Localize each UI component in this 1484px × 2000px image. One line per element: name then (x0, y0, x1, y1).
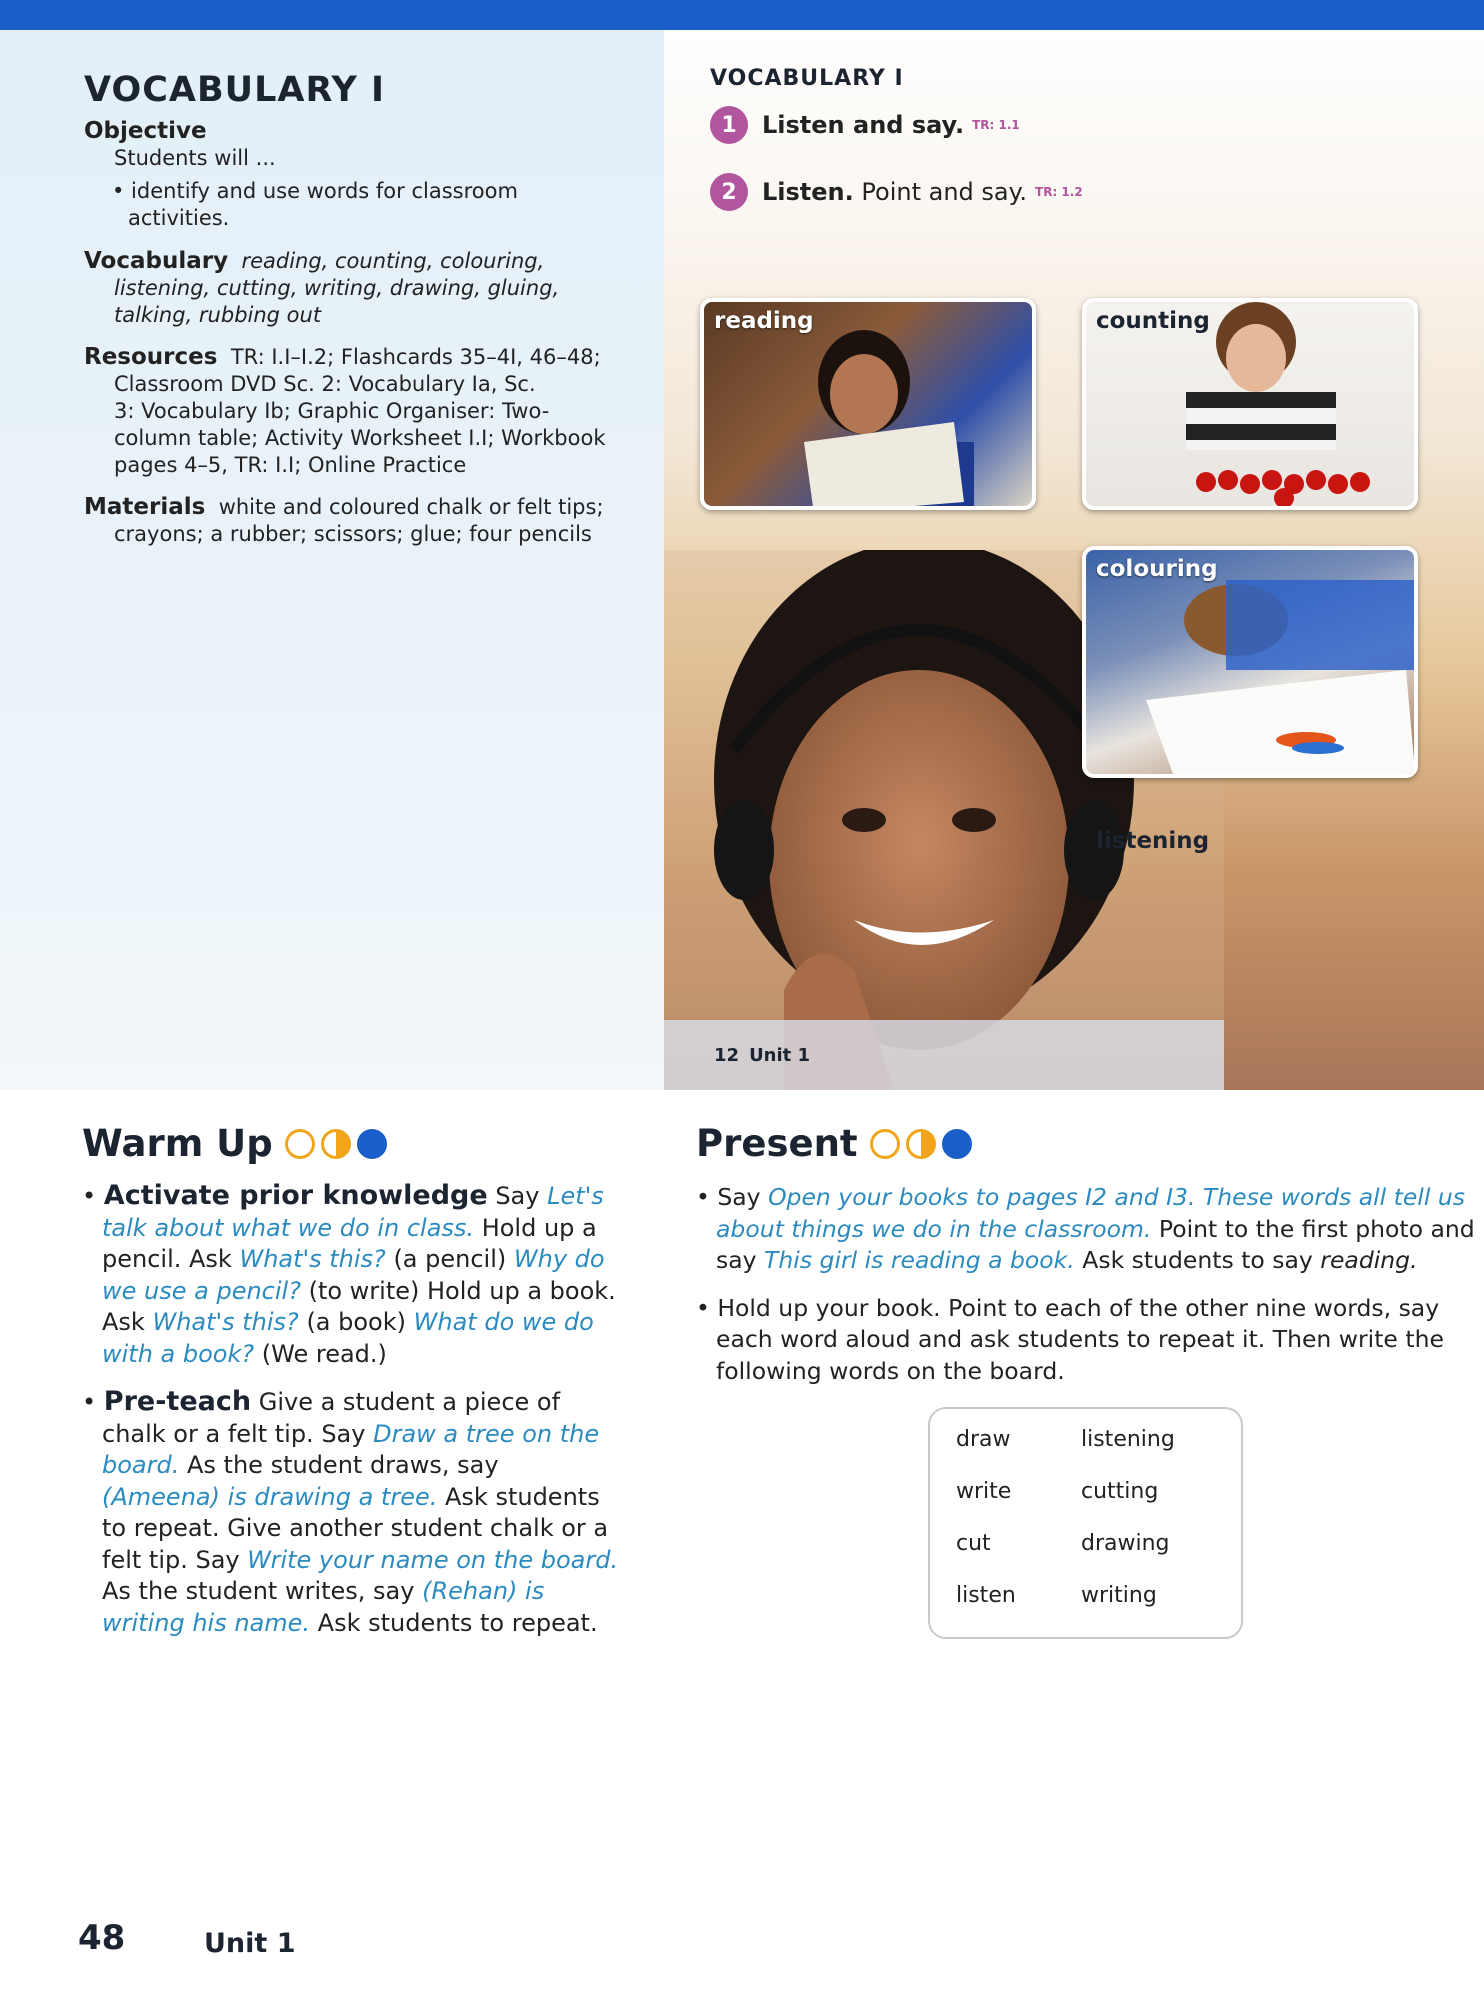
present-bullet-1: • Say Open your books to pages I2 and I3. These words all tell us about things we do in the classroom. Point to the first photo and say This girl is reading a book. Ask students to say reading. (696, 1183, 1475, 1274)
board-word-table (928, 1407, 1243, 1639)
resources-line-5: pages 4–5, TR: I.I; Online Practice (114, 453, 467, 477)
materials-line-1: white and coloured chalk or felt tips; (218, 495, 604, 519)
text-span: As the student writes, say (102, 1577, 415, 1605)
objective-heading: Objective (84, 118, 207, 144)
vocabulary-section (84, 248, 624, 329)
teacher-notes-panel (0, 30, 664, 1090)
step-1-text: Listen and say. (762, 111, 965, 139)
teacher-panel-title: VOCABULARY I (84, 70, 386, 110)
quote-span: Open your books to pages I2 and I3. These words all tell us about things we do in the classroom. (716, 1183, 1465, 1243)
text-span: (a pencil) (393, 1245, 507, 1273)
photo-label-reading: reading (714, 308, 814, 334)
level-half-icon (906, 1129, 936, 1159)
text-span: (a book) (306, 1308, 406, 1336)
photo-reading (700, 298, 1036, 510)
text-span: Ask students to say (1082, 1246, 1313, 1274)
quote-span: (Rehan) is writing his name. (102, 1577, 545, 1637)
board-word: write (956, 1479, 1012, 1504)
text-span: Hold up a pencil. Ask (102, 1213, 597, 1273)
page-number: 48 (78, 1918, 126, 1958)
colouring-boy-icon (1086, 550, 1418, 778)
quote-span: This girl is reading a book. (764, 1246, 1075, 1274)
step-2 (710, 173, 1083, 211)
level-indicator (285, 1129, 393, 1159)
quote-span: Why do we use a pencil? (102, 1245, 605, 1305)
label-listening: listening (1096, 828, 1210, 854)
level-empty-icon (870, 1129, 900, 1159)
photo-label-counting: counting (1096, 308, 1210, 334)
text-span: Ask students to repeat. Give another student chalk or a felt tip. Say (102, 1482, 609, 1574)
level-full-icon (357, 1129, 387, 1159)
vocabulary-heading: Vocabulary (84, 248, 229, 274)
objective-bullet: • identify and use words for classroom (112, 179, 518, 203)
student-book-page-number: 12 (714, 1045, 740, 1066)
board-word: drawing (1081, 1531, 1170, 1556)
quote-span: Let's talk about what we do in class. (102, 1182, 604, 1242)
text-span: Give a student a piece of chalk or a felt tip. Say (102, 1388, 561, 1448)
student-book-unit: Unit 1 (749, 1045, 811, 1066)
quote-span: What's this? (152, 1308, 299, 1336)
photo-colouring (1082, 546, 1418, 778)
word-grid (956, 1425, 1231, 1611)
text-span: Say (717, 1183, 761, 1211)
level-empty-icon (285, 1129, 315, 1159)
student-book-page (664, 30, 1484, 1090)
step-2-text: Point and say. (861, 178, 1028, 206)
resources-line-4: column table; Activity Worksheet I.I; Workbook (114, 426, 606, 450)
resources-heading: Resources (84, 344, 218, 370)
photo-counting (1082, 298, 1418, 510)
pre-teach-label: Pre-teach (103, 1386, 252, 1417)
warm-up-bullet-1: • Activate prior knowledge Say Let's talk about what we do in class. Hold up a pencil. Ask What's this? (a pencil) Why do we use a pencil? (to write) Hold up a book. Ask What's this? (a book) What do we do with a book? (We read.) (82, 1180, 616, 1368)
board-word: listening (1081, 1427, 1175, 1452)
quote-span: Write your name on the board. (247, 1545, 619, 1574)
step-2-track: TR: 1.2 (1035, 185, 1083, 199)
text-span: Point to the first photo and say (716, 1214, 1475, 1274)
step-2-bold: Listen. (762, 178, 854, 206)
level-indicator (870, 1129, 978, 1159)
materials-heading: Materials (84, 494, 206, 520)
student-book-title: VOCABULARY I (710, 66, 904, 91)
present-bullet-2: • Hold up your book. Point to each of the other nine words, say each word aloud and ask students to repeat it. Then write the following words on the board. (696, 1293, 1444, 1385)
quote-span: What do we do with a book? (102, 1308, 594, 1368)
text-span: (to write) Hold up a book. Ask (102, 1276, 616, 1336)
resources-line-2: Classroom DVD Sc. 2: Vocabulary Ia, Sc. (114, 372, 536, 396)
quote-span: What's this? (239, 1245, 386, 1273)
text-span: As the student draws, say (187, 1451, 499, 1479)
objective-bullet-cont: activities. (128, 206, 230, 230)
vocab-line-1: reading, counting, colouring, (241, 249, 545, 273)
board-word: draw (956, 1427, 1011, 1452)
board-word: cut (956, 1531, 991, 1556)
warm-up-body (82, 1180, 622, 1655)
present-heading (696, 1122, 978, 1165)
quote-span: (Ameena) is drawing a tree. (102, 1482, 438, 1511)
vocab-line-3: talking, rubbing out (114, 303, 322, 327)
text-span: (We read.) (261, 1339, 387, 1368)
level-half-icon (321, 1129, 351, 1159)
step-2-number: 2 (710, 173, 748, 211)
resources-line-1: TR: I.I–I.2; Flashcards 35–4I, 46–48; (230, 345, 601, 369)
vocab-line-2: listening, cutting, writing, drawing, gluing, (114, 276, 560, 300)
board-word: listen (956, 1583, 1016, 1608)
text-span: Ask students to repeat. (317, 1608, 598, 1637)
text-span: Hold up your book. Point to each of the other nine words, say each word aloud and ask students to repeat it. Then write the following words on the board. (716, 1293, 1444, 1385)
resources-line-3: 3: Vocabulary Ib; Graphic Organiser: Two- (114, 399, 550, 423)
text-span: reading. (1320, 1246, 1418, 1274)
student-book-footer (714, 1045, 810, 1066)
board-word: cutting (1081, 1479, 1159, 1504)
photo-label-colouring: colouring (1096, 556, 1218, 582)
objective-intro: Students will ... (114, 146, 276, 170)
materials-line-2: crayons; a rubber; scissors; glue; four pencils (114, 522, 592, 546)
activate-prior-knowledge-label: Activate prior knowledge (103, 1180, 488, 1211)
text-span: Say (495, 1182, 540, 1210)
step-1 (710, 106, 1020, 144)
footer-unit: Unit 1 (204, 1928, 296, 1959)
level-full-icon (942, 1129, 972, 1159)
warm-up-heading (82, 1122, 393, 1165)
board-word: writing (1081, 1583, 1157, 1608)
step-1-track: TR: 1.1 (972, 118, 1020, 132)
step-1-number: 1 (710, 106, 748, 144)
present-title: Present (696, 1122, 858, 1165)
quote-span: Draw a tree on the board. (102, 1419, 600, 1479)
top-color-bar (0, 0, 1484, 30)
warm-up-bullet-2: • Pre-teach Give a student a piece of chalk or a felt tip. Say Draw a tree on the board. As the student draws, say (Ameena) is drawing a tree. Ask students to repeat. Give another student chalk or a felt tip. Say Write your name on the board. As the student writes, say (Rehan) is writing his name. Ask students to repeat. (82, 1386, 619, 1637)
present-body (696, 1182, 1476, 1403)
warm-up-title: Warm Up (82, 1122, 273, 1165)
materials-section (84, 494, 624, 548)
objective-section (84, 118, 624, 232)
resources-section (84, 344, 624, 479)
